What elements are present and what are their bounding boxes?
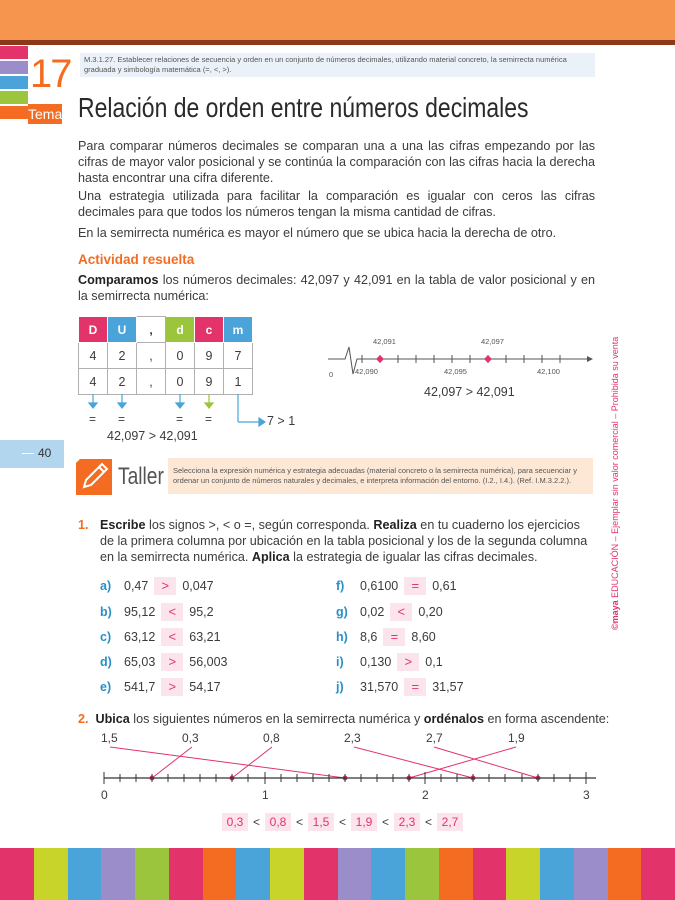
answer-sign[interactable]: < xyxy=(161,628,183,646)
answer-sign[interactable]: > xyxy=(161,653,183,671)
table-cell: 2 xyxy=(108,343,137,369)
operand: 31,57 xyxy=(432,680,464,694)
item-letter: c) xyxy=(100,630,112,644)
page-title: Relación de orden entre números decimales xyxy=(78,92,529,123)
operand: 0,047 xyxy=(182,579,214,593)
operand: 0,1 xyxy=(425,655,443,669)
pencil-icon xyxy=(72,455,116,499)
exercise-item xyxy=(336,628,436,646)
operand: 56,003 xyxy=(189,655,228,669)
less-than-sign: < xyxy=(425,815,433,829)
item-letter: a) xyxy=(100,579,112,593)
exercise-item xyxy=(100,628,221,646)
semirrecta-exercise xyxy=(90,745,600,793)
copyright-sidebar xyxy=(610,290,634,630)
table-cell: 0 xyxy=(166,343,195,369)
operand: 54,17 xyxy=(189,680,221,694)
taller-label: Taller xyxy=(118,463,164,490)
tema-number: 17 xyxy=(30,52,71,96)
table-cell: 1 xyxy=(224,369,253,395)
answer-sign[interactable]: > xyxy=(397,653,419,671)
number-to-place: 2,3 xyxy=(344,731,361,745)
taller-description: Selecciona la expresión numérica y estrategia adecuadas (material concreto o la semirrecta numérica), para secuenciar y ordenar un conjunto de números naturales y decimales, e interpreta información del entorno. (I.2., I.4.). (Ref. I.M.3.2.2.). xyxy=(168,458,593,494)
operand: 63,21 xyxy=(189,630,221,644)
table-cell: 7 xyxy=(224,343,253,369)
operand: 95,2 xyxy=(189,605,214,619)
table-cell: 4 xyxy=(79,369,108,395)
answer-box[interactable]: 2,7 xyxy=(437,813,463,831)
eq-sign: = xyxy=(89,412,97,426)
verb: Aplica xyxy=(251,550,290,564)
exercise-item xyxy=(336,577,457,595)
activity-verb: Comparamos xyxy=(78,273,159,287)
operand: 0,130 xyxy=(360,655,392,669)
table-cell: 9 xyxy=(195,369,224,395)
operand: 8,6 xyxy=(360,630,378,644)
answer-box[interactable]: 0,3 xyxy=(222,813,248,831)
answer-box[interactable]: 1,9 xyxy=(351,813,377,831)
axis-label: 3 xyxy=(583,788,590,802)
header-cell: D xyxy=(79,317,108,343)
item-letter: f) xyxy=(336,579,345,593)
question-2 xyxy=(78,711,610,727)
item-letter: i) xyxy=(336,655,344,669)
table-cell: 0 xyxy=(166,369,195,395)
operand: 0,6100 xyxy=(360,579,399,593)
tema-label: Tema xyxy=(28,106,63,122)
eq-sign: = xyxy=(205,412,213,426)
header-cell: U xyxy=(108,317,137,343)
activity-heading: Actividad resuelta xyxy=(78,252,195,267)
question-number: 1. xyxy=(78,518,89,532)
tema-stripes xyxy=(0,46,28,122)
exercise-item xyxy=(100,678,221,696)
answer-sign[interactable]: < xyxy=(161,603,183,621)
question-1 xyxy=(78,517,593,565)
header-cell: m xyxy=(224,317,253,343)
number-to-place: 1,9 xyxy=(508,731,525,745)
line-label-bottom: 42,100 xyxy=(537,367,560,376)
bottom-color-stripes xyxy=(0,848,675,900)
operand: 65,03 xyxy=(124,655,156,669)
answer-box[interactable]: 2,3 xyxy=(394,813,420,831)
verb: ordénalos xyxy=(423,712,484,726)
brand-logo: ©maya xyxy=(610,600,620,630)
line-label-top: 42,097 xyxy=(481,337,504,346)
exercise-item xyxy=(100,653,228,671)
table-cell: 4 xyxy=(79,343,108,369)
operand: 0,47 xyxy=(124,579,149,593)
line-label-bottom: 42,090 xyxy=(355,367,378,376)
axis-label: 0 xyxy=(101,788,108,802)
intro-paragraph-1: Para comparar números decimales se comparan una a una las cifras empezando por las cifras de mayor valor posicional y se continúa la comparación con las cifras hacia la derecha hasta encontrar una cifra diferente. xyxy=(78,139,595,185)
header-cell: , xyxy=(137,317,166,343)
item-letter: j) xyxy=(336,680,344,694)
activity-text xyxy=(78,272,595,304)
copyright-text: EDUCACIÓN – Ejemplar sin valor comercial – Prohibida su venta xyxy=(610,336,620,598)
operand: 0,02 xyxy=(360,605,385,619)
operand: 8,60 xyxy=(411,630,436,644)
skill-criterion: M.3.1.27. Establecer relaciones de secuencia y orden en un conjunto de números decimales, utilizando material concreto, la semirrecta numérica graduada y simbología matemática (=, <, >). xyxy=(80,53,595,77)
question-text: en tu cuaderno los ejercicios de la primera columna por ubicación en la tabla posicional y los de la segunda columna en la semirrecta numérica. xyxy=(100,518,588,564)
page-number: 40 xyxy=(38,446,52,460)
operand: 0,20 xyxy=(418,605,443,619)
table-cell: , xyxy=(137,343,166,369)
exercise-item xyxy=(100,603,214,621)
line-label-bottom: 0 xyxy=(329,370,334,379)
number-to-place: 0,8 xyxy=(263,731,280,745)
answer-box[interactable]: 1,5 xyxy=(308,813,334,831)
question-text: la estrategia de igualar las cifras decimales. xyxy=(289,550,538,564)
answer-box[interactable]: 0,8 xyxy=(265,813,291,831)
question-number: 2. xyxy=(78,712,89,726)
semirrecta-activity xyxy=(325,332,595,387)
operand: 63,12 xyxy=(124,630,156,644)
top-banner xyxy=(0,0,675,40)
page-number-tab xyxy=(0,440,64,468)
answer-sign[interactable]: = xyxy=(383,628,405,646)
eq-sign: = xyxy=(118,412,126,426)
number-to-place: 1,5 xyxy=(101,731,118,745)
less-than-sign: < xyxy=(253,815,261,829)
table-cell: 2 xyxy=(108,369,137,395)
question-text: los siguientes números en la semirrecta numérica y xyxy=(129,712,424,726)
item-letter: g) xyxy=(336,605,348,619)
table-result: 42,097 > 42,091 xyxy=(107,429,198,443)
header-cell: d xyxy=(166,317,195,343)
intro-paragraph-2: Una estrategia utilizada para facilitar la comparación es igualar con ceros las cifras decimales para que todos los números tengan la misma cantidad de cifras. xyxy=(78,189,595,219)
exercise-item xyxy=(336,678,464,696)
top-rule xyxy=(0,40,675,45)
item-letter: h) xyxy=(336,630,348,644)
operand: 541,7 xyxy=(124,680,156,694)
exercise-item xyxy=(336,653,443,671)
question-text: los signos >, < o =, según corresponda. xyxy=(145,518,374,532)
place-value-table xyxy=(78,316,253,395)
axis-label: 2 xyxy=(422,788,429,802)
line-label-top: 42,091 xyxy=(373,337,396,346)
activity-description: los números decimales: 42,097 y 42,091 en la tabla de valor posicional y en la semirrecta numérica: xyxy=(78,273,595,303)
answer-sign[interactable]: > xyxy=(161,678,183,696)
verb: Ubica xyxy=(95,712,130,726)
item-letter: e) xyxy=(100,680,112,694)
operand: 0,61 xyxy=(432,579,457,593)
number-to-place: 0,3 xyxy=(182,731,199,745)
question-text: en forma ascendente: xyxy=(483,712,610,726)
answer-sign[interactable]: > xyxy=(154,577,176,595)
answer-sign[interactable]: = xyxy=(404,678,426,696)
less-than-sign: < xyxy=(339,815,347,829)
eq-sign: = xyxy=(176,412,184,426)
less-than-sign: < xyxy=(382,815,390,829)
verb: Realiza xyxy=(373,518,417,532)
table-cell: 9 xyxy=(195,343,224,369)
answer-sign[interactable]: = xyxy=(404,577,426,595)
table-cell: , xyxy=(137,369,166,395)
line-label-bottom: 42,095 xyxy=(444,367,467,376)
operand: 95,12 xyxy=(124,605,156,619)
verb: Escribe xyxy=(100,518,146,532)
header-cell: c xyxy=(195,317,224,343)
less-than-sign: < xyxy=(296,815,304,829)
intro-paragraph-3: En la semirrecta numérica es mayor el número que se ubica hacia la derecha de otro. xyxy=(78,226,557,240)
number-to-place: 2,7 xyxy=(426,731,443,745)
exercise-item xyxy=(336,603,443,621)
digit-comparison: 7 > 1 xyxy=(267,414,296,428)
item-letter: b) xyxy=(100,605,112,619)
exercise-item xyxy=(100,577,214,595)
item-letter: d) xyxy=(100,655,112,669)
answer-sign[interactable]: < xyxy=(390,603,412,621)
axis-label: 1 xyxy=(262,788,269,802)
line-result: 42,097 > 42,091 xyxy=(424,385,515,399)
operand: 31,570 xyxy=(360,680,399,694)
